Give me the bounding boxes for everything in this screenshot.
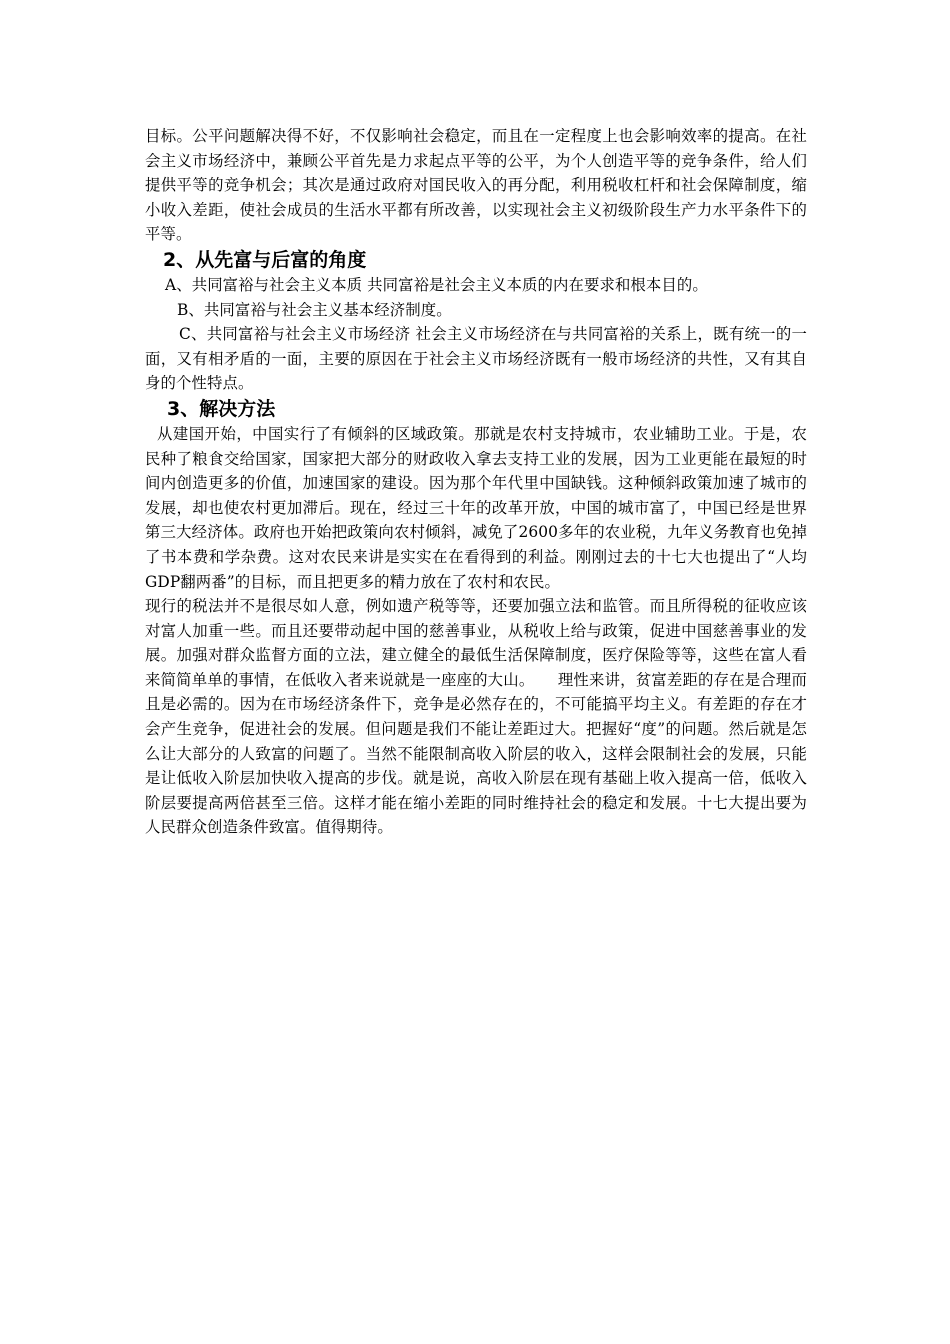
document-page [145,124,807,840]
section-heading-2: 2、从先富与后富的角度 [163,248,367,271]
section-heading-3: 3、解决方法 [167,397,276,420]
solution-paragraph-2: 现行的税法并不是很尽如人意，例如遗产税等等，还要加强立法和监管。而且所得税的征收应该对富人加重一些。而且还要带动起中国的慈善事业，从税收上给与政策，促进中国慈善事业的发展。加强对群众监督方面的立法，建立健全的最低生活保障制度，医疗保险等等，这些在富人看来简简单单的事情，在低收入者来说就是一座座的大山。 理性来讲，贫富差距的存在是合理而且是必需的。因为在市场经济条件下，竞争是必然存在的，不可能搞平均主义。有差距的存在才会产生竞争，促进社会的发展。但问题是我们不能让差距过大。把握好“度”的问题。然后就是怎么让大部分的人致富的问题了。当然不能限制高收入阶层的收入，这样会限制社会的发展，只能是让低收入阶层加快收入提高的步伐。就是说，高收入阶层在现有基础上收入提高一倍，低收入阶层要提高两倍甚至三倍。这样才能在缩小差距的同时维持社会的稳定和发展。十七大提出要为人民群众创造条件致富。值得期待。 [145,597,807,837]
solution-paragraph-1: 从建国开始，中国实行了有倾斜的区域政策。那就是农村支持城市，农业辅助工业。于是，农民种了粮食交给国家，国家把大部分的财政收入拿去支持工业的发展，因为工业更能在最短的时间内创造更多的价值，加速国家的建设。因为那个年代里中国缺钱。这种倾斜政策加速了城市的发展，却也使农村更加滞后。现在，经过三十年的改革开放，中国的城市富了，中国已经是世界第三大经济体。政府也开始把政策向农村倾斜，减免了2600多年的农业税，九年义务教育也免掉了书本费和学杂费。这对农民来讲是实实在在看得到的利益。刚刚过去的十七大也提出了“人均GDP翻两番”的目标，而且把更多的精力放在了农村和农民。 [145,424,807,591]
item-a-paragraph: A、共同富裕与社会主义本质 共同富裕是社会主义本质的内在要求和根本目的。 [165,275,708,294]
item-b-paragraph: B、共同富裕与社会主义基本经济制度。 [177,300,452,319]
item-c-paragraph: C、共同富裕与社会主义市场经济 社会主义市场经济在与共同富裕的关系上，既有统一的一面，又有相矛盾的一面，主要的原因在于社会主义市场经济既有一般市场经济的共性，又有其自身的个性特点。 [145,325,807,393]
intro-paragraph: 目标。公平问题解决得不好，不仅影响社会稳定，而且在一定程度上也会影响效率的提高。在社会主义市场经济中，兼顾公平首先是力求起点平等的公平，为个人创造平等的竞争条件，给人们提供平等的竞争机会；其次是通过政府对国民收入的再分配，利用税收杠杆和社会保障制度，缩小收入差距，使社会成员的生活水平都有所改善，以实现社会主义初级阶段生产力水平条件下的平等。 [145,127,807,244]
